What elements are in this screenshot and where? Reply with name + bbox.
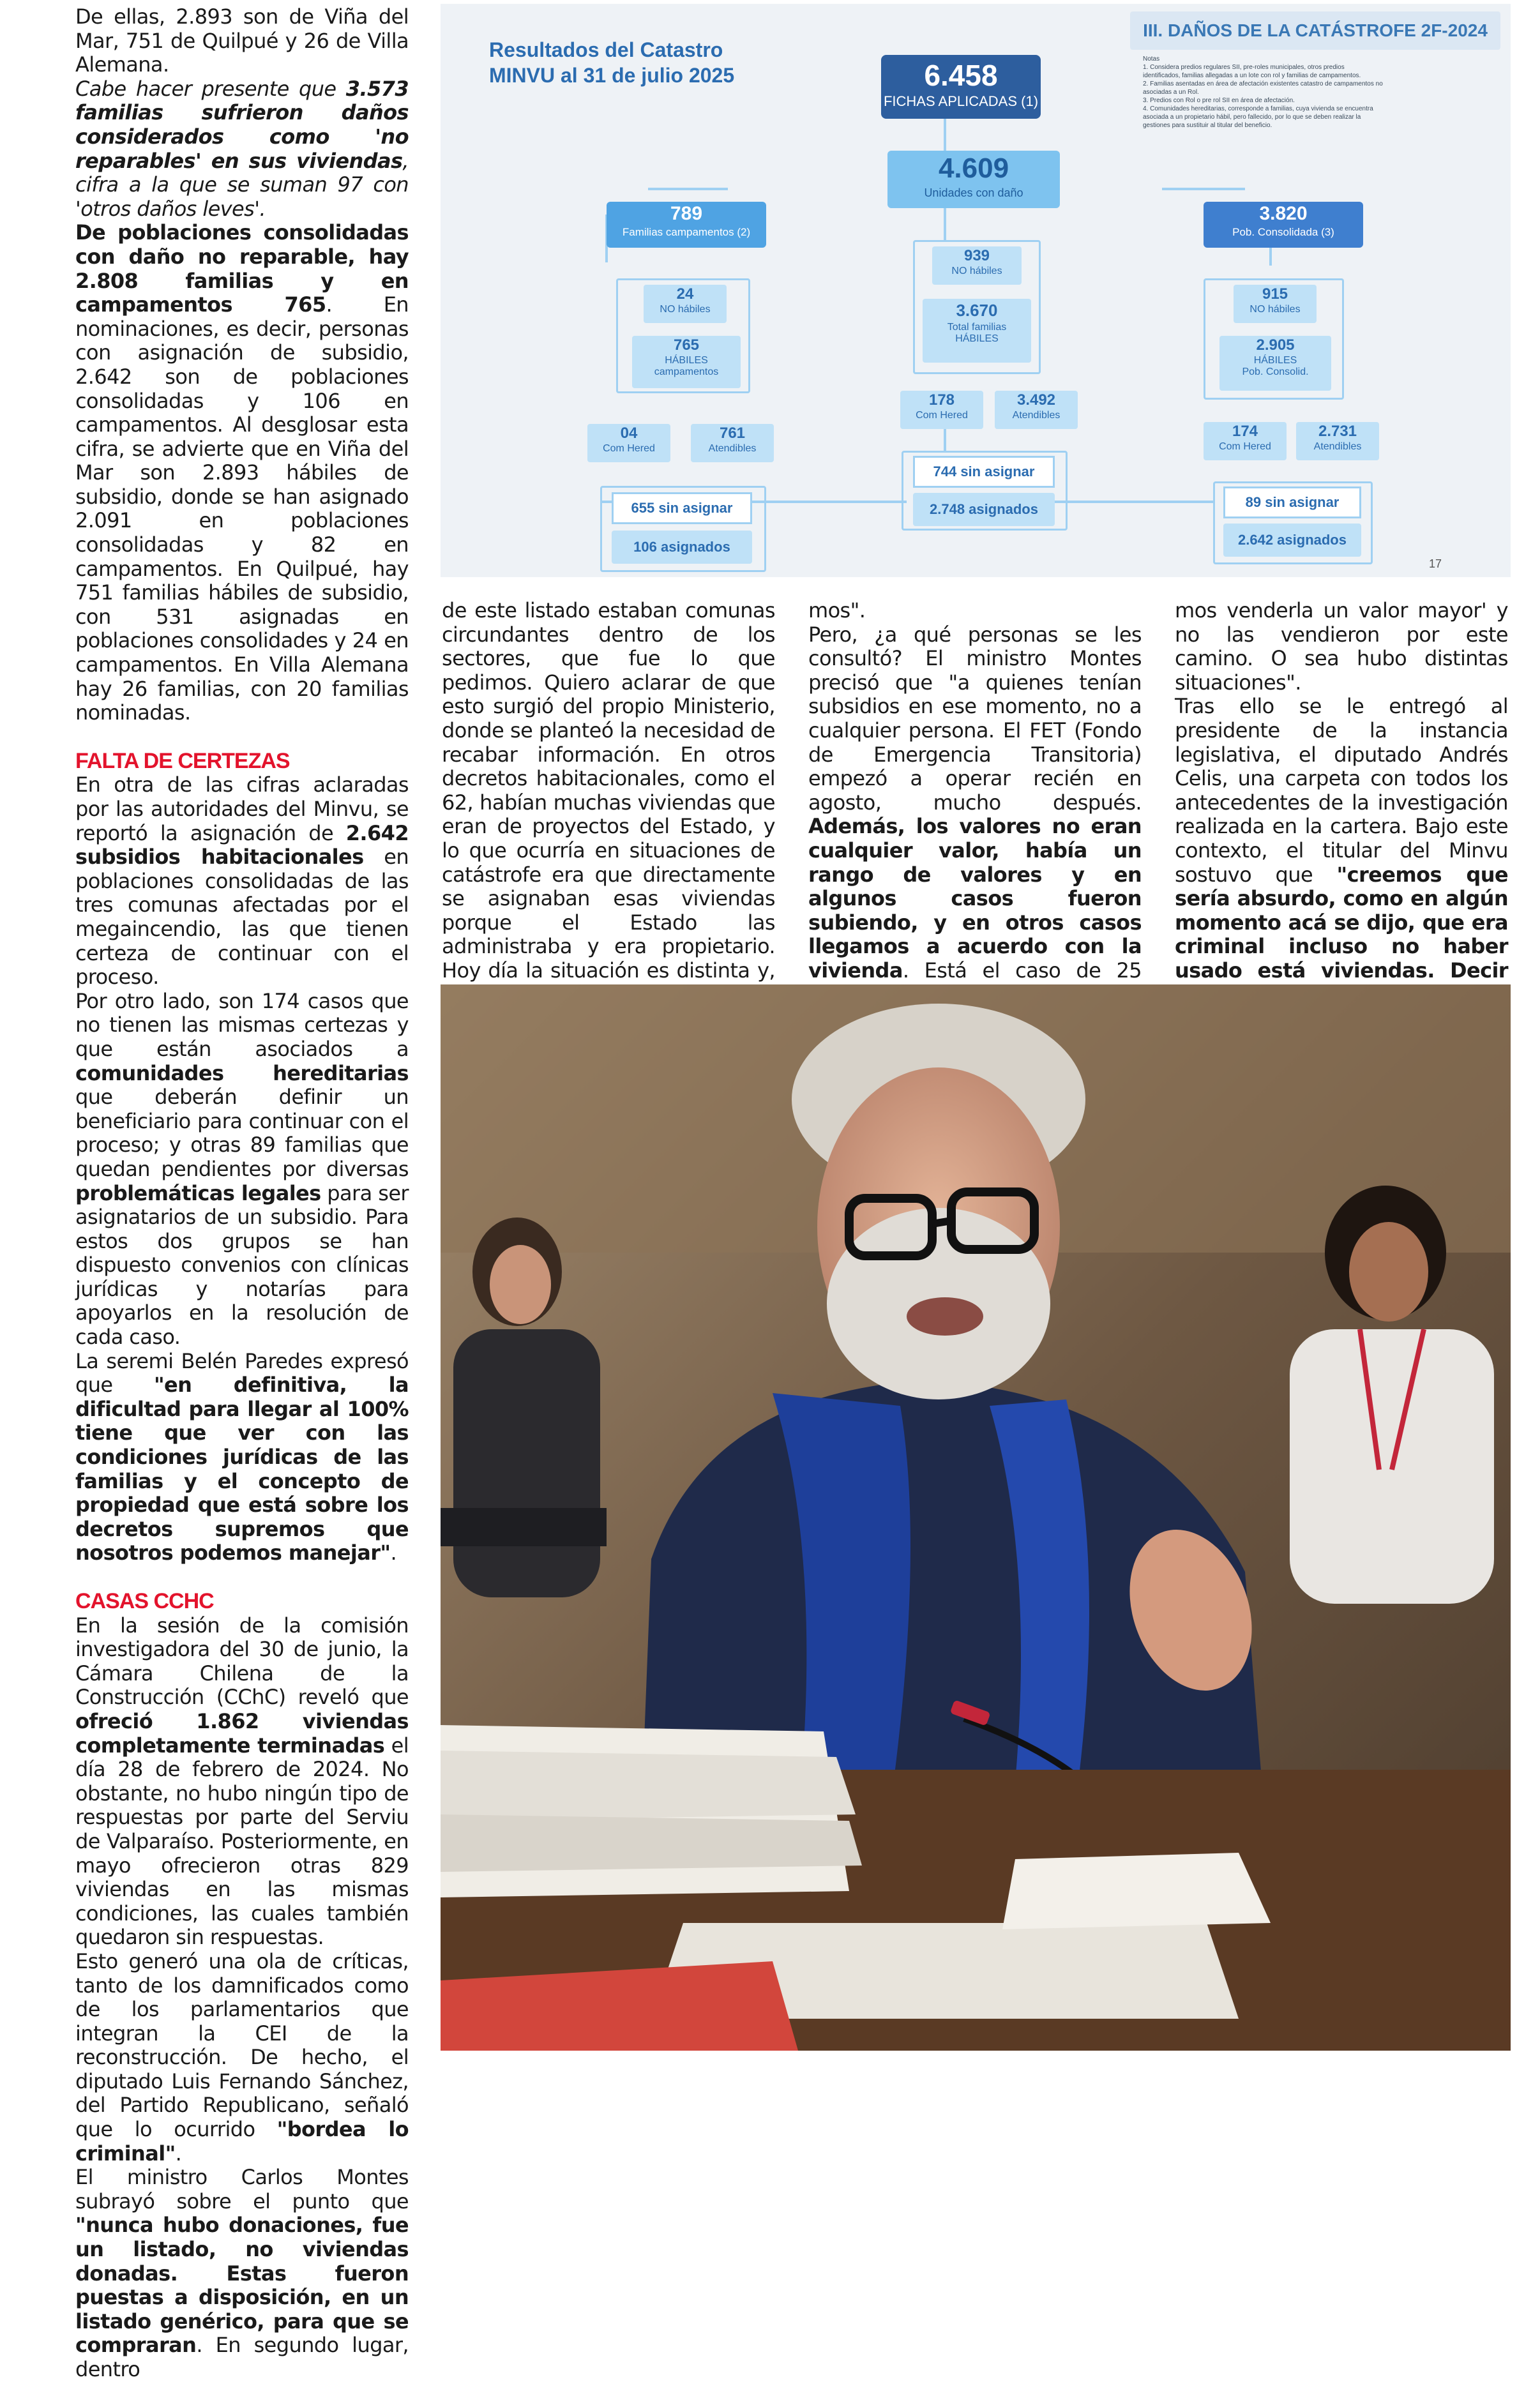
mid-sin-asignar-box: 744 sin asignar <box>913 456 1055 488</box>
camp-habiles-box: 765 HÁBILES campamentos <box>632 336 741 388</box>
paragraph: de este listado estaban comunas circundantes dentro de los sectores, que fue lo que pedimos. Quiero aclarar de que esto surgió del propio Ministerio, donde se planteó la necesidad de recabar información. En otros decretos habitacionales, como el 62, habían muchas viviendas que eran de proyectos del Estado, y lo que ocurría en situaciones de catástrofe era que directamente se asignaban esas viviendas porque el Estado las administraba y era propietario. Hoy día la situación es distinta y, <box>442 598 775 983</box>
paragraph: De poblaciones consolidadas con daño no reparable, hay 2.808 familias y en campamentos 765. En nominaciones, es decir, personas con asignación de subsidio, 2.642 son de poblaciones consolidadas y 106 en campamentos. Al desglosar esta cifra, se advierte que en Viña del Mar son 2.893 hábiles de subsidio, donde se han asignado 2.091 en poblaciones consolidadas y 82 en campamentos. En Quilpué, hay 751 familias hábiles de subsidio, con 531 asignadas en poblaciones consolidades y 24 en campamentos. En Villa Alemana hay 26 familias, con 20 familias nominadas. <box>75 220 409 725</box>
article-column-2 <box>442 599 775 1007</box>
paragraph: Tras ello se le entregó al presidente de la instancia legislativa, el diputado Andrés Celis, una carpeta con todos los antecedentes de la investigación realizada en la cartera. Bajo este contexto, el titular del Minvu sostuvo que "creemos que sería absurdo, como en algún momento acá se dijo, que era criminal incluso no haber usado está viviendas. Decir <box>1175 694 1508 983</box>
con-asignados-box: 2.642 asignados <box>1223 524 1361 557</box>
con-atendibles-box: 2.731 Atendibles <box>1296 422 1379 460</box>
mid-habiles-box: 3.670 Total familias HÁBILES <box>923 299 1031 363</box>
infographic-notes: Notas 1. Considera predios regulares SII, pre-roles municipales, otros predios identificados, familias allegadas a un lote con rol y familias de campamentos. 2. Familias asentadas en área de afectación existentes catastro de campamentos no asociadas a un Rol. 3. Predios con Rol o pre rol SII en área de afectación. 4. Comunidades hereditarias, corresponde a familias, cuya vivienda se encuentra asociada a un propietario hábil, pero fallecido, por lo que se deben realizar la gestiones para sustituir al titular del beneficio. <box>1143 56 1383 129</box>
paragraph: mos". <box>808 598 866 622</box>
section-heading: FALTA DE CERTEZAS <box>75 748 290 773</box>
section-heading: CASAS CCHC <box>75 1589 214 1613</box>
camp-asignados-box: 106 asignados <box>612 531 752 564</box>
paragraph: mos venderla un valor mayor' y no las vendieron por este camino. O sea hubo distintas situaciones". <box>1175 598 1508 695</box>
infographic-title: Resultados del Catastro MINVU al 31 de julio 2025 <box>489 38 735 87</box>
camp-comhered-box: 04 Com Hered <box>587 424 670 462</box>
mid-nohabiles-box: 939 NO hábiles <box>932 246 1022 285</box>
paragraph: La seremi Belén Paredes expresó que "en definitiva, la dificultad para llegar al 100% tiene que ver con las condiciones jurídicas de las familias y el concepto de propiedad que está sobre los decretos supremos que nosotros podemos manejar". <box>75 1348 409 1565</box>
con-comhered-box: 174 Com Hered <box>1204 422 1287 460</box>
fichas-aplicadas-box: 6.458 FICHAS APLICADAS (1) <box>881 55 1041 119</box>
mid-asignados-box: 2.748 asignados <box>913 493 1055 526</box>
article-column-1 <box>75 5 409 2382</box>
paragraph: Pero, ¿a qué personas se les consultó? El ministro Montes precisó que "a quienes tenían subsidios en ese momento, no a cualquier persona. El FET (Fondo de Emergencia Transitoria) empezó a operar recién en agosto, mucho después. Además, los valores no eran cualquier valor, había un rango de valores y en algunos casos fueron subiendo, y en otros casos llegamos a acuerdo con la vivienda. Está el caso de 25 <box>808 622 1142 983</box>
campamentos-box: 789 Familias campamentos (2) <box>607 202 766 248</box>
con-nohabiles-box: 915 NO hábiles <box>1234 285 1317 323</box>
camp-nohabiles-box: 24 NO hábiles <box>644 285 727 323</box>
paragraph: Esto generó una ola de críticas, tanto de los damnificados como de los parlamentarios que integran la CEI de la reconstrucción. De hecho, el diputado Luis Fernando Sánchez, del Partido Republicano, señaló que lo ocurrido "bordea lo criminal". <box>75 1949 409 2166</box>
infographic-section-label: III. DAÑOS DE LA CATÁSTROFE 2F-2024 <box>1130 11 1500 50</box>
paragraph: Por otro lado, son 174 casos que no tienen las mismas certezas y que están asociados a comunidades hereditarias que deberán definir un beneficiario para continuar con el proceso; y otras 89 familias que quedan pendientes por diversas problemáticas legales para ser asignatarios de un subsidio. Para estos dos grupos se han dispuesto convenios con clínicas jurídicas y notarías para apoyarlos en la resolución de cada caso. <box>75 988 409 1350</box>
con-habiles-box: 2.905 HÁBILES Pob. Consolid. <box>1219 336 1331 391</box>
catastro-infographic <box>441 4 1511 577</box>
camp-sin-asignar-box: 655 sin asignar <box>612 492 752 524</box>
paragraph: En otra de las cifras aclaradas por las autoridades del Minvu, se reportó la asignación de 2.642 subsidios habitacionales en poblaciones consolidadas de las tres comunas afectadas por el megaincendio, las que tienen certeza de continuar con el proceso. <box>75 773 409 990</box>
article-column-3 <box>808 599 1142 1031</box>
consolidada-box: 3.820 Pob. Consolidada (3) <box>1204 202 1363 248</box>
unidades-dano-box: 4.609 Unidades con daño <box>887 151 1060 208</box>
paragraph: De ellas, 2.893 son de Viña del Mar, 751 de Quilpué y 26 de Villa Alemana. <box>75 4 409 77</box>
mid-atendibles-box: 3.492 Atendibles <box>995 391 1078 429</box>
con-sin-asignar-box: 89 sin asignar <box>1223 486 1361 518</box>
photo-illustration <box>441 984 1511 2051</box>
mid-comhered-box: 178 Com Hered <box>900 391 983 429</box>
paragraph: El ministro Carlos Montes subrayó sobre el punto que "nunca hubo donaciones, fue un listado, no viviendas donadas. Estas fueron puestas a disposición, en un listado genérico, para que se compraran. En segundo lugar, dentro <box>75 2165 409 2381</box>
camp-atendibles-box: 761 Atendibles <box>691 424 774 462</box>
paragraph: Cabe hacer presente que 3.573 familias sufrieron daños considerados como 'no reparables' en sus viviendas, cifra a la que se suman 97 con 'otros daños leves'. <box>75 76 409 221</box>
paragraph: En la sesión de la comisión investigadora del 30 de junio, la Cámara Chilena de la Construcción (CChC) reveló que ofreció 1.862 viviendas completamente terminadas el día 28 de febrero de 2024. No obstante, no hubo ningún tipo de respuestas por parte del Serviu de Valparaíso. Posteriormente, en mayo ofrecieron otras 829 viviendas en las mismas condiciones, las cuales también quedaron sin respuestas. <box>75 1613 409 1950</box>
minister-photo <box>441 984 1511 2051</box>
slide-page-number: 17 <box>1428 557 1442 570</box>
